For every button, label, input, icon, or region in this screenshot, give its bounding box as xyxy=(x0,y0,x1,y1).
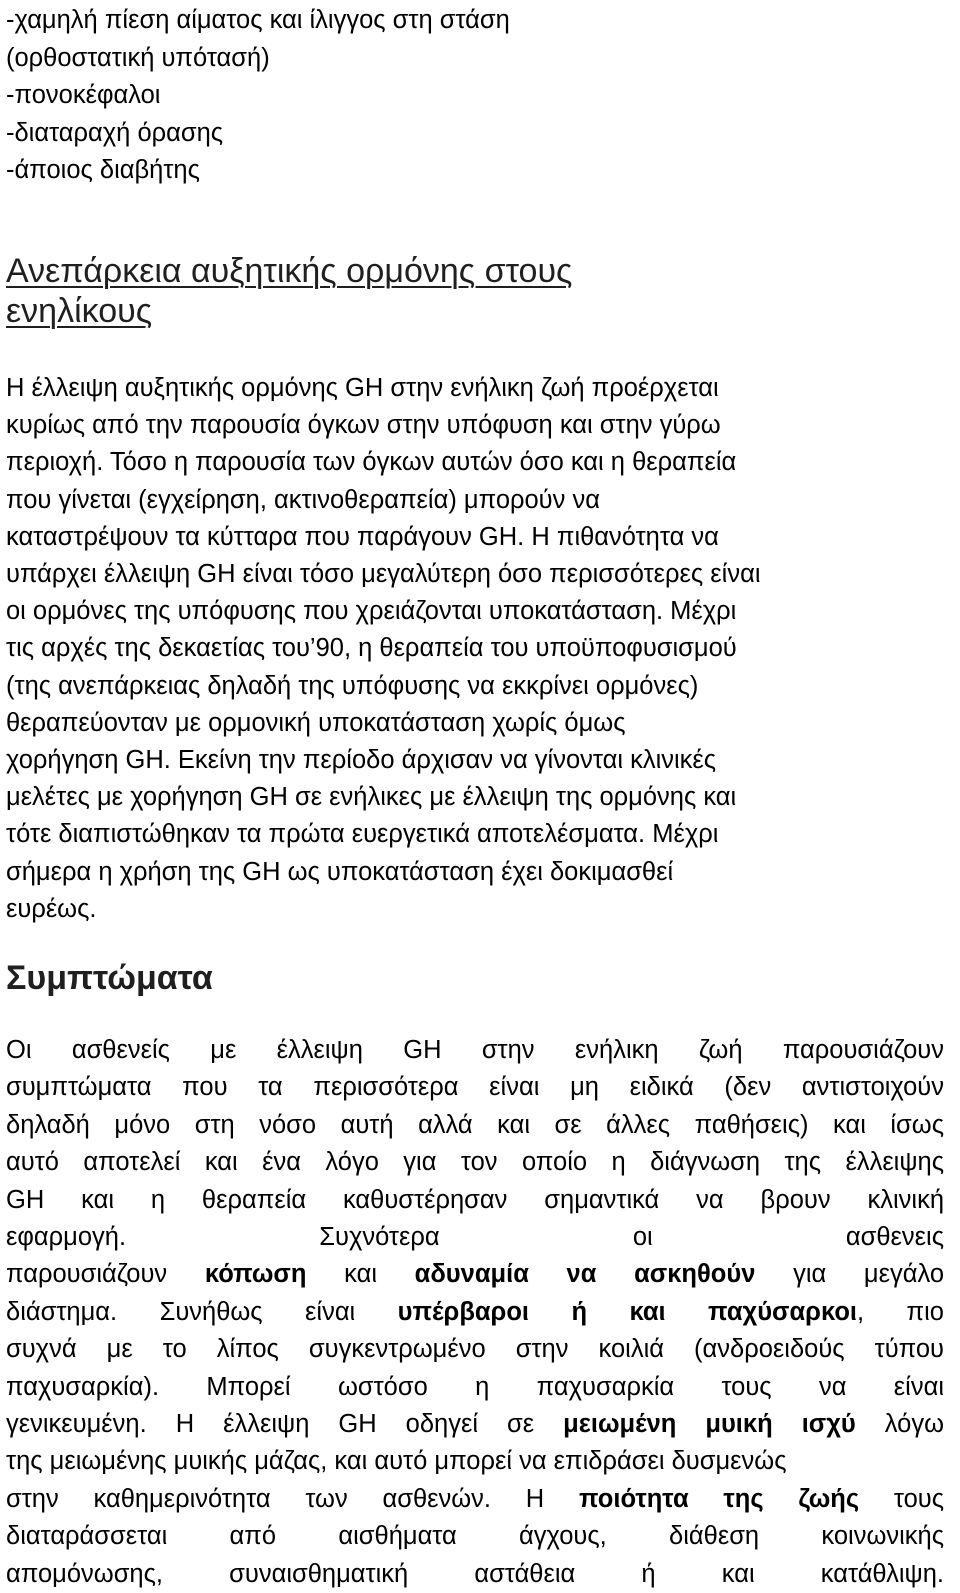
text-line xyxy=(6,1481,944,1518)
text-line: οι ορμόνες της υπόφυσης που χρειάζονται υποκατάσταση. Μέχρι xyxy=(6,597,737,626)
text-line: τις αρχές της δεκαετίας του’90, η θεραπεία του υποϋποφυσισμού xyxy=(6,634,737,663)
text-line: καταστρέψουν τα κύτταρα που παράγουν GH. Η πιθανότητα να xyxy=(6,522,719,551)
section-heading-symptoms: Συμπτώματα xyxy=(6,959,213,997)
text-line: GH και η θεραπεία καθυστέρησαν σημαντικά να βρουν κλινική xyxy=(6,1185,944,1214)
text-line: της μειωμένης μυικής μάζας, και αυτό μπορεί να επιδράσει δυσμενώς xyxy=(6,1447,787,1476)
text-line xyxy=(6,1256,944,1293)
emphasis-fatigue: κόπωση xyxy=(204,1260,307,1289)
list-item: -πονοκέφαλοι xyxy=(6,81,161,109)
heading-line: Ανεπάρκεια αυξητικής ορμόνης στους xyxy=(6,252,573,290)
text-line: συχνά με το λίπος συγκεντρωμένο στην κοιλιά (ανδροειδούς τύπου xyxy=(6,1335,944,1364)
text-run: εφαρμογή. Συχνότερα οι xyxy=(6,1223,653,1252)
paragraph-adult-deficiency xyxy=(6,370,761,928)
text-line: τότε διαπιστώθηκαν τα πρώτα ευεργετικά αποτελέσματα. Μέχρι xyxy=(6,820,719,849)
text-line: (της ανεπάρκειας δηλαδή της υπόφυσης να εκκρίνει ορμόνες) xyxy=(6,671,699,700)
text-line: περιοχή. Τόσο η παρουσία των όγκων αυτών όσο και η θεραπεία xyxy=(6,448,737,477)
text-line xyxy=(6,1219,944,1256)
text-run: λόγω xyxy=(855,1410,944,1439)
text-run: ασθενεις xyxy=(845,1223,944,1252)
text-line: χορήγηση GH. Εκείνη την περίοδο άρχισαν να γίνονται κλινικές xyxy=(6,746,717,775)
text-run: και xyxy=(306,1260,415,1289)
text-line: ευρέως. xyxy=(6,894,97,923)
text-line xyxy=(6,1294,944,1331)
text-line: διαταράσσεται από αισθήματα άγχους, διάθεση κοινωνικής xyxy=(6,1522,944,1551)
text-line: παχυσαρκία). Μπορεί ωστόσο η παχυσαρκία τους να είναι xyxy=(6,1372,944,1401)
text-line: που γίνεται (εγχείρηση, ακτινοθεραπεία) μπορούν να xyxy=(6,485,600,514)
paragraph-symptoms xyxy=(6,1032,944,1593)
list-item: (ορθοστατική υπότασή) xyxy=(6,43,270,72)
text-line: σήμερα η χρήση της GH ως υποκατάσταση έχει δοκιμασθεί xyxy=(6,857,674,886)
text-line: κυρίως από την παρουσία όγκων στην υπόφυση και στην γύρω xyxy=(6,411,721,440)
text-line: υπάρχει έλλειψη GH είναι τόσο μεγαλύτερη όσο περισσότερες είναι xyxy=(6,560,761,589)
text-line xyxy=(6,1406,944,1443)
list-item: -διαταραχή όρασης xyxy=(6,118,224,147)
emphasis-inability-exercise: αδυναμία να ασκηθούν xyxy=(414,1260,756,1289)
symptom-list xyxy=(6,2,510,190)
text-line: αυτό αποτελεί και ένα λόγο για τον οποίο η διάγνωση της έλλειψης xyxy=(6,1148,944,1177)
text-run: στην καθημερινότητα των ασθενών. Η xyxy=(6,1484,579,1513)
text-line: δηλαδή μόνο στη νόσο αυτή αλλά και σε άλλες παθήσεις) και ίσως xyxy=(6,1110,944,1139)
text-run: διάστημα. Συνήθως είναι xyxy=(6,1297,398,1326)
text-line: μελέτες με χορήγηση GH σε ενήλικες με έλλειψη της ορμόνης και xyxy=(6,783,737,812)
section-heading-adult-deficiency xyxy=(6,251,572,331)
heading-line: ενηλίκους xyxy=(6,292,153,330)
text-run: για μεγάλο xyxy=(755,1260,944,1289)
list-item: -χαμηλή πίεση αίματος και ίλιγγος στη στάση xyxy=(6,6,510,34)
text-line: συμπτώματα που τα περισσότερα είναι μη ειδικά (δεν αντιστοιχούν xyxy=(6,1073,944,1102)
list-item: -άποιος διαβήτης xyxy=(6,156,200,184)
text-line: θεραπεύονταν με ορμονική υποκατάσταση χωρίς όμως xyxy=(6,708,626,737)
text-line: Οι ασθενείς με έλλειψη GH στην ενήλικη ζωή παρουσιάζουν xyxy=(6,1036,944,1064)
emphasis-overweight: υπέρβαροι ή και παχύσαρκοι xyxy=(397,1297,857,1326)
text-run: γενικευμένη. Η έλλειψη GH οδηγεί σε xyxy=(6,1410,564,1439)
text-run: παρουσιάζουν xyxy=(6,1260,205,1289)
text-run: τους xyxy=(859,1484,944,1513)
text-run: , πιο xyxy=(857,1297,944,1326)
emphasis-quality-of-life: ποιότητα της ζωής xyxy=(578,1484,860,1513)
emphasis-muscle-strength: μειωμένη μυική ισχύ xyxy=(563,1410,856,1439)
text-line: Η έλλειψη αυξητικής ορμόνης GH στην ενήλικη ζωή προέρχεται xyxy=(6,374,719,402)
text-line: απομόνωσης, συναισθηματική αστάθεια ή και κατάθλιψη. xyxy=(6,1559,944,1588)
